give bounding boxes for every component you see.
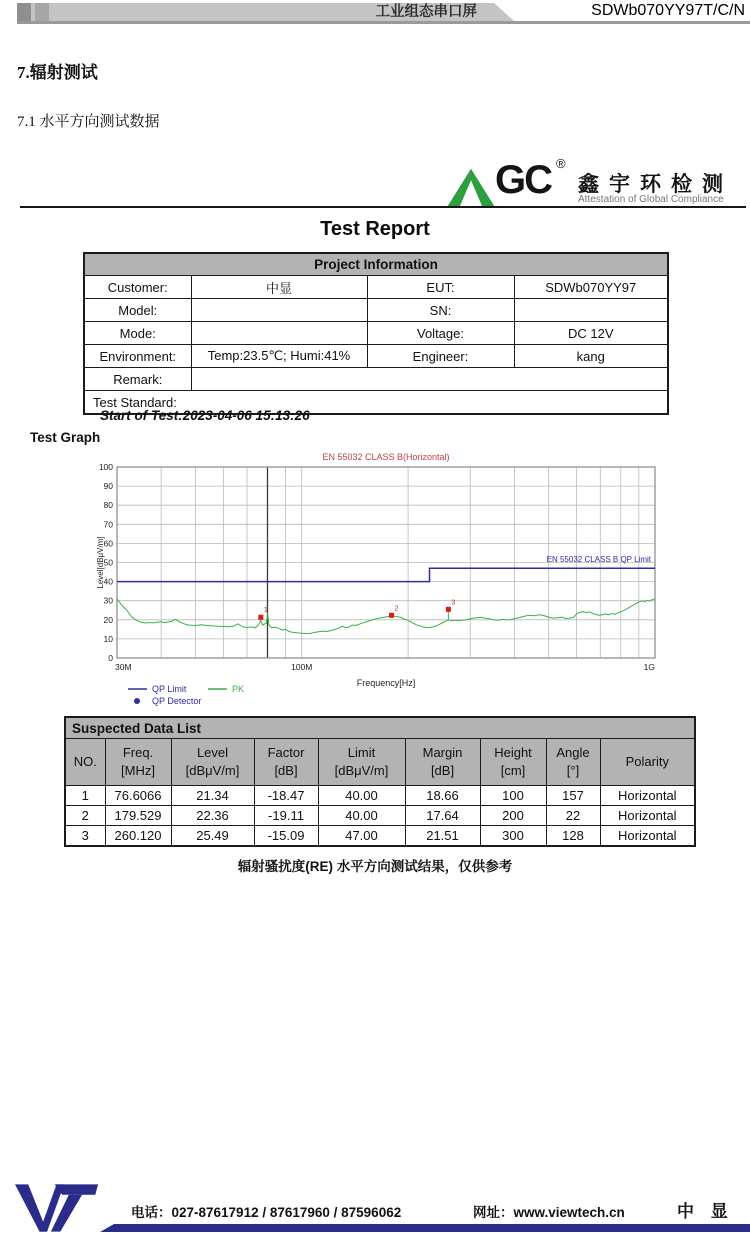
- data-cell: 3: [65, 826, 105, 847]
- data-cell: Horizontal: [600, 826, 695, 847]
- data-cell: 40.00: [318, 806, 405, 826]
- y-tick-label: 70: [103, 519, 113, 530]
- y-tick-label: 50: [103, 557, 113, 568]
- x-tick-label: 100M: [291, 662, 313, 672]
- logo-gc-text: GC: [495, 158, 551, 202]
- footer-phone: 电话：027-87617912 / 87617960 / 87596062: [131, 1205, 402, 1220]
- logo-a-triangle-icon: [445, 168, 497, 208]
- y-tick-label: 90: [103, 481, 113, 492]
- project-info-tbody: [84, 276, 668, 415]
- divider-line: [20, 206, 746, 208]
- header-product-label: 工业组态串口屏: [375, 4, 477, 20]
- data-cell: 1: [65, 786, 105, 806]
- table-row: [84, 253, 668, 276]
- legend-label: QP Detector: [152, 696, 202, 706]
- x-tick-label: 1G: [643, 662, 655, 672]
- header-underline: [17, 21, 750, 24]
- data-cell: 47.00: [318, 826, 405, 847]
- table-row: [65, 717, 695, 739]
- project-cell: [191, 299, 367, 322]
- table-row: [84, 299, 668, 322]
- y-tick-label: 40: [103, 576, 113, 587]
- project-cell: kang: [514, 345, 668, 368]
- data-cell: 22.36: [171, 806, 254, 826]
- data-cell: -18.47: [254, 786, 318, 806]
- project-cell: EUT:: [367, 276, 514, 299]
- data-cell: Horizontal: [600, 806, 695, 826]
- marker-number: 2: [394, 605, 399, 613]
- test-graph: [95, 448, 680, 710]
- x-tick-label: 30M: [115, 662, 132, 672]
- data-cell: 22: [546, 806, 600, 826]
- y-axis-label: Level[dBμV/m]: [96, 536, 105, 589]
- legend-label: QP Limit: [152, 684, 187, 694]
- marker-square: [446, 607, 451, 612]
- suspected-data-table: [64, 716, 696, 847]
- marker-square: [389, 613, 394, 618]
- y-tick-label: 80: [103, 500, 113, 511]
- result-caption: 辐射骚扰度(RE) 水平方向测试结果，仅供参考: [237, 859, 513, 874]
- data-cell: 260.120: [105, 826, 171, 847]
- project-cell: [514, 299, 668, 322]
- table-row: [84, 322, 668, 345]
- project-cell: Mode:: [84, 322, 191, 345]
- data-cell: 157: [546, 786, 600, 806]
- data-cell: 17.64: [405, 806, 480, 826]
- footer-brand: 中 显: [677, 1202, 734, 1221]
- logo-english-tagline: Attestation of Global Compliance: [578, 194, 724, 205]
- table-row: [65, 786, 695, 806]
- table-row: [84, 345, 668, 368]
- project-cell: Model:: [84, 299, 191, 322]
- data-cell: Horizontal: [600, 786, 695, 806]
- project-cell: [191, 322, 367, 345]
- suspected-title: Suspected Data List: [65, 717, 695, 739]
- x-axis-label: Frequency[Hz]: [356, 678, 416, 688]
- suspected-header-row: [65, 739, 695, 786]
- agc-logo: [443, 156, 750, 208]
- column-header: Factor [dB]: [254, 739, 318, 786]
- project-cell: 中显: [191, 276, 367, 299]
- table-row: [65, 806, 695, 826]
- data-cell: 200: [480, 806, 546, 826]
- project-cell: Voltage:: [367, 322, 514, 345]
- data-cell: 2: [65, 806, 105, 826]
- data-cell: 21.34: [171, 786, 254, 806]
- y-tick-label: 60: [103, 538, 113, 549]
- table-row: [84, 276, 668, 299]
- y-tick-label: 20: [103, 614, 113, 625]
- y-tick-label: 30: [103, 595, 113, 606]
- project-cell: Environment:: [84, 345, 191, 368]
- logo-chinese-name: 鑫宇环检测: [578, 173, 733, 196]
- data-cell: -15.09: [254, 826, 318, 847]
- project-info-table: [83, 252, 669, 415]
- project-cell: Temp:23.5℃; Humi:41%: [191, 345, 367, 368]
- column-header: Margin [dB]: [405, 739, 480, 786]
- project-cell: Customer:: [84, 276, 191, 299]
- test-graph-label: Test Graph: [30, 430, 101, 445]
- y-tick-label: 0: [108, 653, 113, 663]
- data-cell: 76.6066: [105, 786, 171, 806]
- legend-dot-icon: [134, 698, 140, 704]
- section-title: 7.辐射测试: [17, 63, 98, 82]
- column-header: Level [dBμV/m]: [171, 739, 254, 786]
- project-cell: DC 12V: [514, 322, 668, 345]
- report-title: Test Report: [320, 218, 430, 240]
- project-cell: Remark:: [84, 368, 191, 391]
- data-cell: -19.11: [254, 806, 318, 826]
- project-cell: [191, 368, 668, 391]
- suspected-tbody: [65, 786, 695, 847]
- data-cell: 179.529: [105, 806, 171, 826]
- column-header: Angle [°]: [546, 739, 600, 786]
- data-cell: 40.00: [318, 786, 405, 806]
- data-cell: 100: [480, 786, 546, 806]
- start-of-test: Start of Test:2023-04-06 15:13:26: [100, 408, 310, 423]
- project-cell: SN:: [367, 299, 514, 322]
- footer-website: 网址：www.viewtech.cn: [473, 1205, 625, 1220]
- registered-mark-icon: ®: [556, 156, 566, 171]
- column-header: Freq. [MHz]: [105, 739, 171, 786]
- project-info-title: Project Information: [84, 253, 668, 276]
- table-row: [84, 368, 668, 391]
- marker-number: 1: [263, 607, 268, 615]
- table-row: [65, 826, 695, 847]
- data-cell: 21.51: [405, 826, 480, 847]
- footer-bar: [100, 1224, 750, 1232]
- column-header: Limit [dBμV/m]: [318, 739, 405, 786]
- limit-label: EN 55032 CLASS B QP Limit: [546, 555, 651, 565]
- column-header: Polarity: [600, 739, 695, 786]
- data-cell: 25.49: [171, 826, 254, 847]
- marker-number: 3: [451, 599, 456, 607]
- chart-bg: [95, 448, 680, 710]
- data-cell: 18.66: [405, 786, 480, 806]
- data-cell: 300: [480, 826, 546, 847]
- project-cell: Test Standard:: [84, 391, 668, 415]
- chart-title: EN 55032 CLASS B(Horizontal): [322, 452, 450, 462]
- header-model-label: SDWb070YY97T/C/N: [591, 2, 745, 19]
- subsection-title: 7.1 水平方向测试数据: [17, 114, 160, 130]
- column-header: NO.: [65, 739, 105, 786]
- y-tick-label: 100: [98, 462, 113, 472]
- project-cell: Engineer:: [367, 345, 514, 368]
- y-tick-label: 10: [103, 633, 113, 644]
- legend-label: PK: [232, 684, 245, 694]
- project-cell: SDWb070YY97: [514, 276, 668, 299]
- vt-logo-icon: [15, 1184, 100, 1232]
- data-cell: 128: [546, 826, 600, 847]
- marker-square: [258, 615, 263, 620]
- column-header: Height [cm]: [480, 739, 546, 786]
